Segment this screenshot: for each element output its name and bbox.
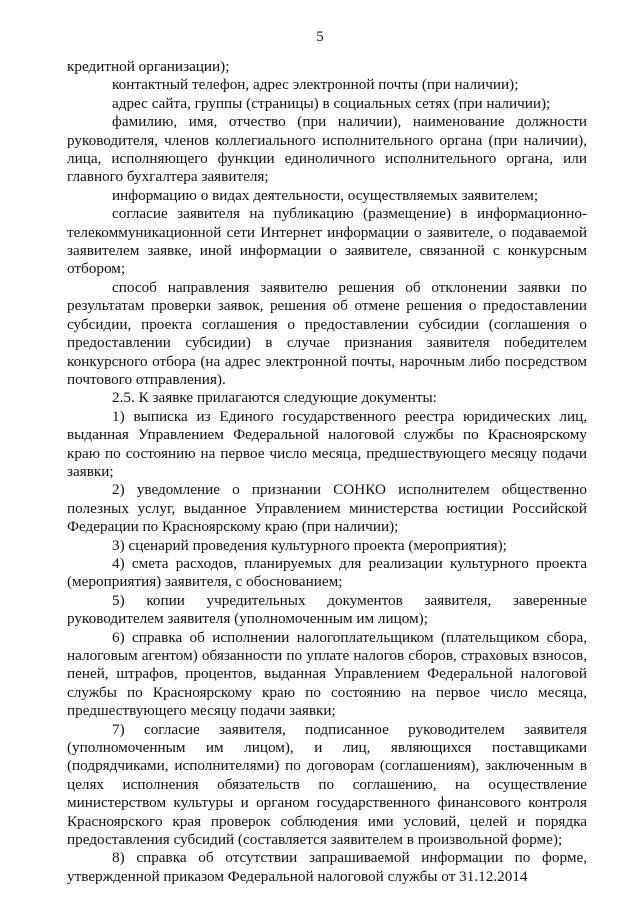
paragraph: кредитной организации);	[67, 58, 230, 75]
paragraph: контактный телефон, адрес электронной почты (при наличии);	[112, 76, 519, 94]
paragraph: способ направления заявителю решения об отклонении заявки по результатам проверки заявок, решения об отмене решения о предоставлении субсидии, проекта соглашения о предоставлении субсидии (соглашения о предоставлении субсидии) в случае признания заявителя победителем конкурсного отбора (на адрес электронной почты, нарочным либо посредством почтового отправления).	[67, 278, 587, 388]
paragraph: 8) справка об отсутствии запрашиваемой информации по форме, утвержденной приказом Федеральной налоговой службы от 31.12.2014	[67, 849, 587, 885]
document-body	[67, 58, 587, 886]
paragraph: 7) согласие заявителя, подписанное руководителем заявителя (уполномоченным им лицом), и лиц, являющихся поставщиками (подрядчиками, исполнителями) по договорам (соглашениям), заключенным в целях исполнения обязательств по соглашению, на осуществление министерством культуры и органом государственного финансового контроля Красноярского края проверок соблюдения ими условий, целей и порядка предоставления субсидий (составляется заявителем в произвольной форме);	[67, 720, 587, 849]
paragraph: 2) уведомление о признании СОНКО исполнителем общественно полезных услуг, выданное Управлением министерства юстиции Российской Федерации по Красноярскому краю (при наличии);	[67, 481, 587, 536]
page-number: 5	[316, 29, 324, 45]
paragraph: согласие заявителя на публикацию (размещение) в информационно-телекоммуникационной сети Интернет информации о заявителе, о подаваемой заявителем заявке, иной информации о заявителе, связанной с конкурсным отбором;	[67, 205, 587, 278]
paragraph: информацию о видах деятельности, осуществляемых заявителем;	[112, 186, 539, 204]
paragraph: адрес сайта, группы (страницы) в социальных сетях (при наличии);	[112, 94, 551, 112]
paragraph: 5) копии учредительных документов заявителя, заверенные руководителем заявителя (уполномоченным им лицом);	[67, 591, 587, 628]
paragraph: 3) сценарий проведения культурного проекта (мероприятия);	[112, 536, 507, 554]
paragraph: 4) смета расходов, планируемых для реализации культурного проекта (мероприятия) заявителя, с обоснованием;	[67, 554, 587, 591]
paragraph: 1) выписка из Единого государственного реестра юридических лиц, выданная Управлением Федеральной налоговой службы по Красноярскому краю по состоянию на первое число месяца, предшествующего месяцу подачи заявки;	[67, 407, 587, 480]
paragraph: 2.5. К заявке прилагаются следующие документы:	[112, 389, 437, 407]
paragraph: фамилию, имя, отчество (при наличии), наименование должности руководителя, членов коллегиального исполнительного органа (при наличии), лица, исполняющего функции единоличного исполнительного органа, или главного бухгалтера заявителя;	[67, 113, 587, 186]
paragraph: 6) справка об исполнении налогоплательщиком (плательщиком сбора, налоговым агентом) обязанности по уплате налогов сборов, страховых взносов, пеней, штрафов, процентов, выданная Управлением Федеральной налоговой службы по Красноярскому краю по состоянию на первое число месяца, предшествующего месяцу подачи заявки;	[67, 628, 587, 720]
